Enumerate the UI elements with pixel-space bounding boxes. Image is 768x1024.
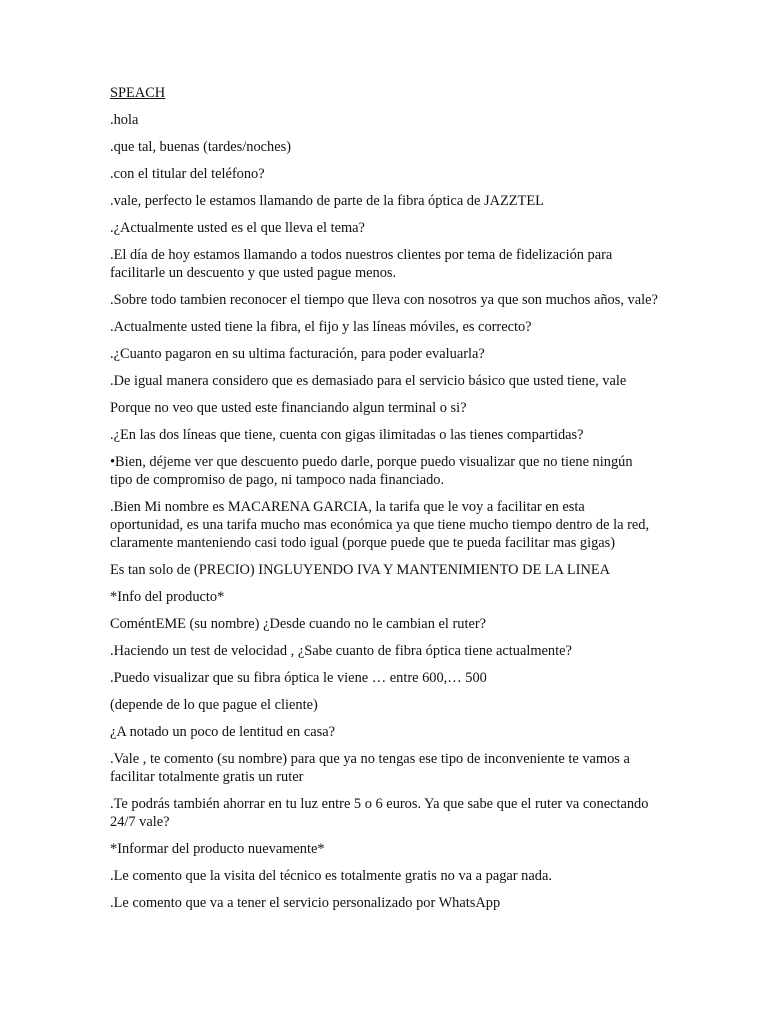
script-line: .Haciendo un test de velocidad , ¿Sabe cuanto de fibra óptica tiene actualmente?	[110, 643, 572, 659]
script-line: .Te podrás también ahorrar en tu luz entre 5 o 6 euros. Ya que sabe que el ruter va conectando 24/7 vale?	[110, 796, 649, 830]
script-line: .De igual manera considero que es demasiado para el servicio básico que usted tiene, vale	[110, 373, 627, 389]
script-line: ComéntEME (su nombre) ¿Desde cuando no le cambian el ruter?	[110, 616, 487, 632]
script-line: *Informar del producto nuevamente*	[110, 841, 325, 857]
document-page	[110, 84, 658, 921]
script-line: .Le comento que la visita del técnico es totalmente gratis no va a pagar nada.	[110, 868, 552, 884]
script-line: .vale, perfecto le estamos llamando de parte de la fibra óptica de JAZZTEL	[110, 193, 544, 209]
script-line: .Le comento que va a tener el servicio personalizado por WhatsApp	[110, 895, 501, 911]
document-title: SPEACH	[110, 85, 166, 101]
script-line: Porque no veo que usted este financiando algun terminal o si?	[110, 400, 467, 416]
script-line: •Bien, déjeme ver que descuento puedo darle, porque puedo visualizar que no tiene ningún tipo de compromiso de pago, ni tampoco nada financiado.	[110, 454, 633, 488]
script-line: ¿A notado un poco de lentitud en casa?	[110, 724, 335, 740]
script-line: *Info del producto*	[110, 589, 225, 605]
script-paragraphs	[110, 111, 658, 912]
script-line: .El día de hoy estamos llamando a todos nuestros clientes por tema de fidelización para facilitarle un descuento y que usted pague menos.	[110, 247, 613, 281]
script-line: .¿En las dos líneas que tiene, cuenta con gigas ilimitadas o las tienes compartidas?	[110, 427, 584, 443]
script-line: .con el titular del teléfono?	[110, 166, 265, 182]
script-line: .¿Cuanto pagaron en su ultima facturación, para poder evaluarla?	[110, 346, 485, 362]
script-line: .que tal, buenas (tardes/noches)	[110, 139, 292, 155]
script-line: .Bien Mi nombre es MACARENA GARCIA, la tarifa que le voy a facilitar en esta oportunidad, es una tarifa mucho mas económica ya que tiene mucho tiempo dentro de la red, claramente manteniendo casi todo igual (porque puede que te pueda facilitar mas gigas)	[110, 499, 650, 551]
script-line: .Sobre todo tambien reconocer el tiempo que lleva con nosotros ya que son muchos años, vale?	[110, 292, 658, 308]
script-line: .Vale , te comento (su nombre) para que ya no tengas ese tipo de inconveniente te vamos a facilitar totalmente gratis un ruter	[110, 751, 630, 785]
script-line: (depende de lo que pague el cliente)	[110, 697, 318, 713]
script-line: Es tan solo de (PRECIO) INGLUYENDO IVA Y MANTENIMIENTO DE LA LINEA	[110, 562, 611, 578]
script-line: .¿Actualmente usted es el que lleva el tema?	[110, 220, 365, 236]
script-line: .Actualmente usted tiene la fibra, el fijo y las líneas móviles, es correcto?	[110, 319, 532, 335]
script-line: .hola	[110, 112, 139, 128]
script-line: .Puedo visualizar que su fibra óptica le viene … entre 600,… 500	[110, 670, 487, 686]
